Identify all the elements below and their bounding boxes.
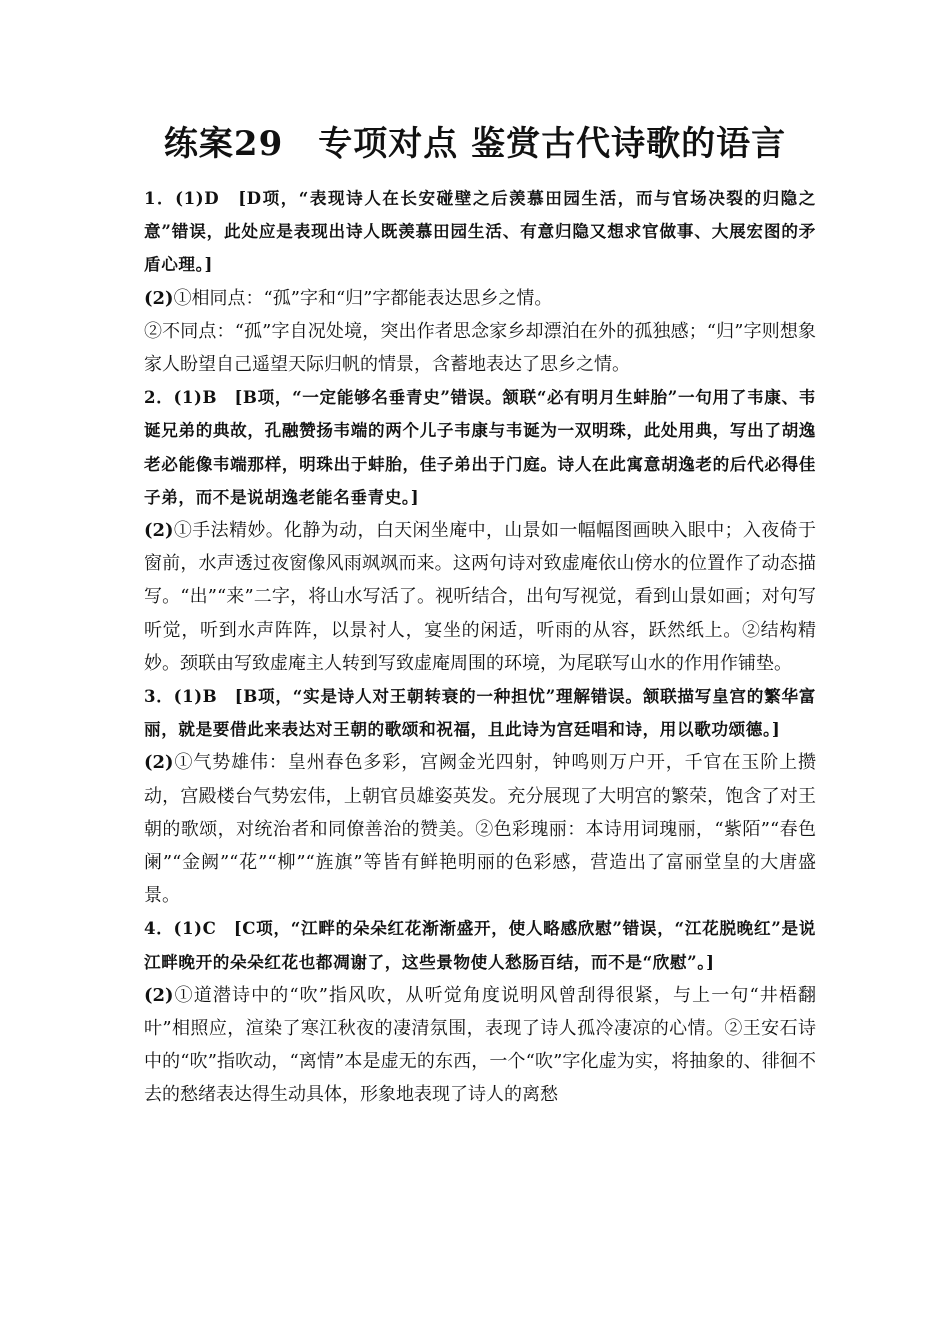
answer-text: ①气势雄伟：皇州春色多彩，宫阙金光四射，钟鸣则万户开，千官在玉阶上攒动，宫殿楼台气势宏伟，上朝官员雄姿英发。充分展现了大明宫的繁荣，饱含了对王朝的歌颂，对统治者和同僚善治的赞美。②色彩瑰丽：本诗用词瑰丽，“紫陌”“春色阑”“金阙”“花”“柳”“旌旗”等皆有鲜艳明丽的色彩感，营造出了富丽堂皇的大唐盛景。 <box>144 752 816 907</box>
answer-text: [C项，“江畔的朵朵红花渐渐盛开，使人略感欣慰”错误，“江花脱晚红”是说江畔晚开的朵朵红花也都凋谢了，这些景物使人愁肠百结，而不是“欣慰”。] <box>144 918 816 972</box>
answer-1-choice <box>144 182 816 282</box>
answer-1-analysis-2 <box>144 315 816 381</box>
answer-number: (2) <box>144 984 174 1006</box>
answer-number: 4．(1)C <box>144 918 234 939</box>
answer-3-analysis <box>144 746 816 912</box>
answer-number: 1．(1)D <box>144 188 239 208</box>
answer-number: (2) <box>144 520 174 542</box>
answer-number: 2．(1)B <box>144 387 235 408</box>
answer-text: [B项，“一定能够名垂青史”错误。颔联“必有明月生蚌胎”一句用了韦康、韦诞兄弟的典故，孔融赞扬韦端的两个儿子韦康与韦诞为一双明珠，此处用典，写出了胡逸老必能像韦端那样，明珠出于蚌胎，佳子弟出于门庭。诗人在此寓意胡逸老的后代必得佳子弟，而不是说胡逸老能名垂青史。] <box>144 387 816 507</box>
page-title: 练案29 专项对点 鉴赏古代诗歌的语言 <box>163 124 787 164</box>
answer-2-analysis <box>144 514 816 680</box>
answer-text: ①相同点：“孤”字和“归”字都能表达思乡之情。 <box>173 287 553 309</box>
answer-4-choice <box>144 912 816 978</box>
answer-number: 3．(1)B <box>144 686 235 707</box>
answer-text: ②不同点：“孤”字自况处境，突出作者思念家乡却漂泊在外的孤独感；“归”字则想象家人盼望自己遥望天际归帆的情景，含蓄地表达了思乡之情。 <box>144 320 816 376</box>
answer-text: ①手法精妙。化静为动，白天闲坐庵中，山景如一幅幅图画映入眼中；入夜倚于窗前，水声透过夜窗像风雨飒飒而来。这两句诗对致虚庵依山傍水的位置作了动态描写。“出”“来”二字，将山水写活了。视听结合，出句写视觉，看到山景如画；对句写听觉，听到水声阵阵，以景衬人，宴坐的闲适，听雨的从容，跃然纸上。②结构精妙。颈联由写致虚庵主人转到写致虚庵周围的环境，为尾联写山水的作用作铺垫。 <box>144 520 816 674</box>
answer-text: [B项，“实是诗人对王朝转衰的一种担忧”理解错误。颔联描写皇宫的繁华富丽，就是要借此来表达对王朝的歌颂和祝福，且此诗为宫廷唱和诗，用以歌功颂德。] <box>144 686 816 740</box>
answer-3-choice <box>144 680 816 746</box>
answer-2-choice <box>144 381 816 514</box>
answer-4-analysis <box>144 979 816 1112</box>
answer-content <box>144 182 816 1112</box>
answer-text: [D项，“表现诗人在长安碰壁之后羡慕田园生活，而与官场决裂的归隐之意”错误，此处应是表现出诗人既羡慕田园生活、有意归隐又想求官做事、大展宏图的矛盾心理。] <box>144 188 816 275</box>
answer-text: ①道潜诗中的“吹”指风吹，从听觉角度说明风曾刮得很紧，与上一句“井梧翻叶”相照应，渲染了寒江秋夜的凄清氛围，表现了诗人孤冷凄凉的心情。②王安石诗中的“吹”指吹动，“离情”本是虚无的东西，一个“吹”字化虚为实，将抽象的、徘徊不去的愁绪表达得生动具体，形象地表现了诗人的离愁 <box>144 984 816 1106</box>
answer-number: (2) <box>144 752 174 774</box>
answer-1-analysis <box>144 282 816 315</box>
answer-number: (2) <box>144 287 174 309</box>
